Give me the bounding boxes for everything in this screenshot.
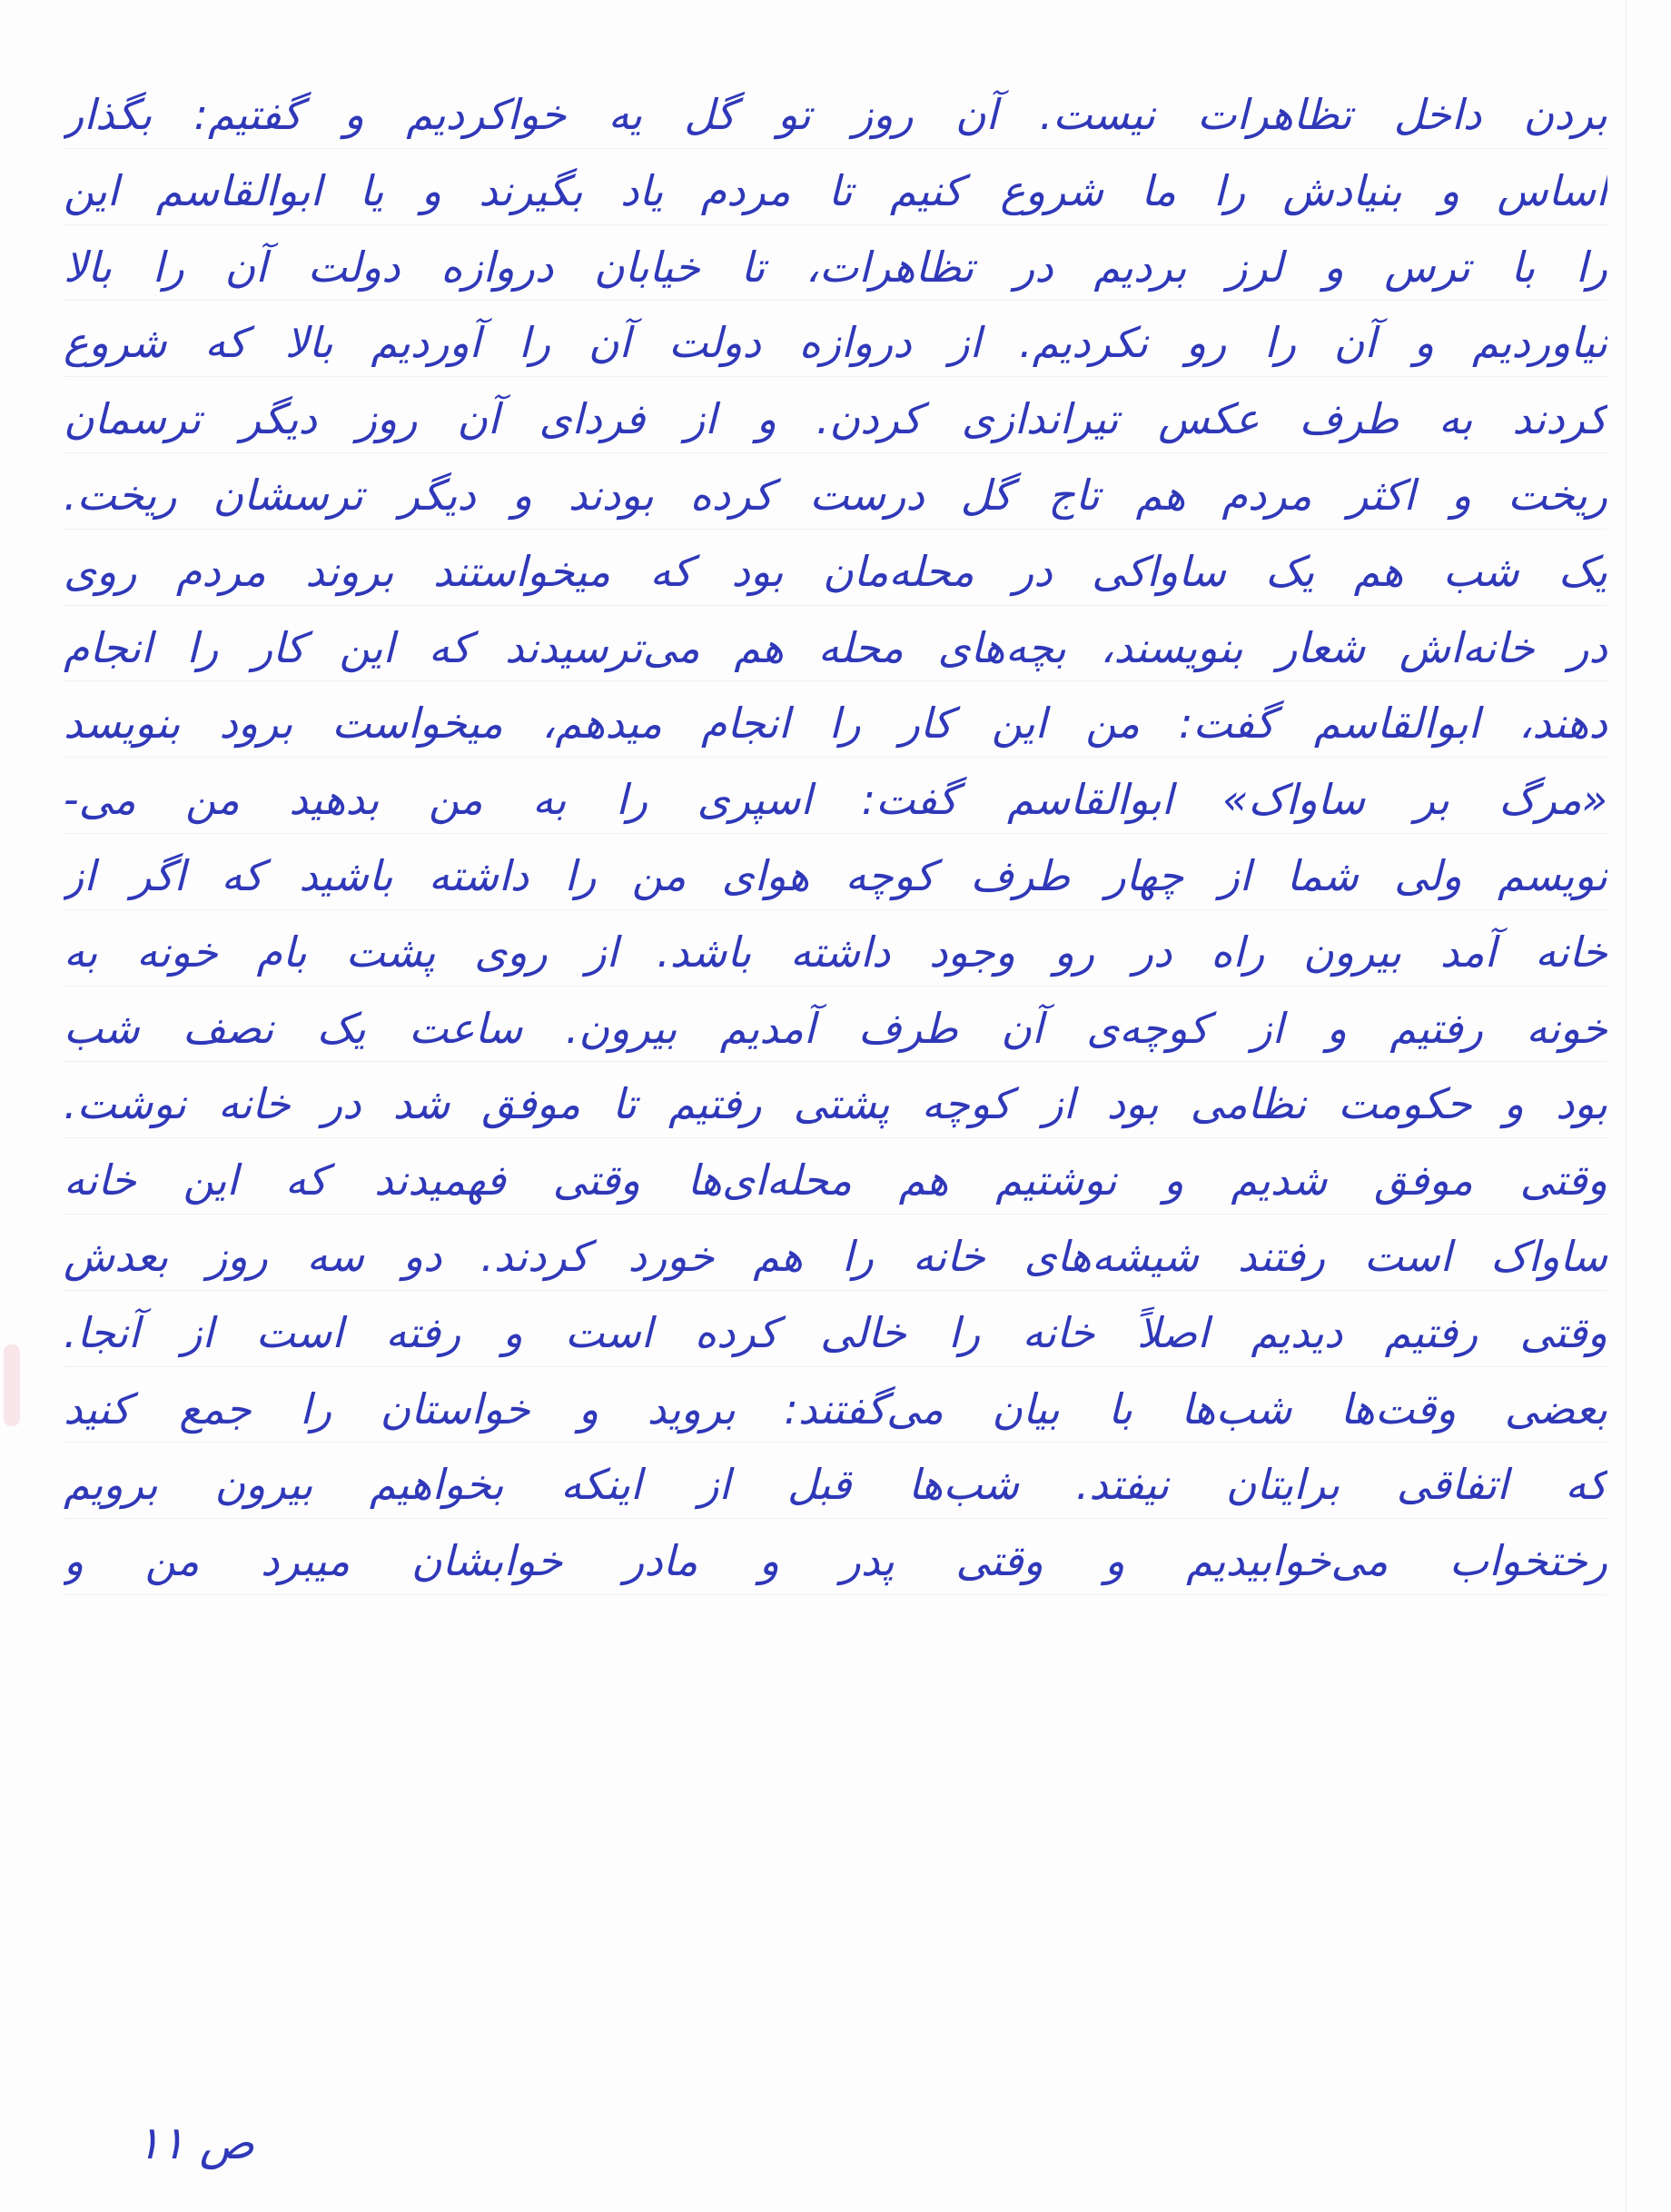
text-line: ساواک است رفتند شیشه‌های خانه را هم خورد کردند. دو سه روز بعدش [64,1231,1607,1281]
margin-line [1626,0,1627,2212]
text-line: اساس و بنیادش را ما شروع کنیم تا مردم یاد بگیرند و یا ابوالقاسم این [64,165,1607,215]
text-line: وقتی رفتیم دیدیم اصلاً خانه را خالی کرده است و رفته است از آنجا. [64,1307,1607,1357]
text-line: نیاوردیم و آن را رو نکردیم. از دروازه دولت آن را آوردیم بالا که شروع [64,318,1607,368]
ink-smudge [4,1344,20,1426]
text-line: را با ترس و لرز بردیم در تظاهرات، تا خیابان دروازه دولت آن را بالا [64,242,1607,292]
page-number: ص ۱۱ [136,2117,255,2169]
text-line: کردند به طرف عکس تیراندازی کردن. و از فردای آن روز دیگر ترسمان [64,394,1607,444]
text-line: بردن داخل تظاهرات نیست. آن روز تو گل یه خواکردیم و گفتیم: بگذار [64,90,1607,139]
text-line: وقتی موفق شدیم و نوشتیم هم محله‌ای‌ها وقتی فهمیدند که این خانه [64,1156,1607,1205]
handwritten-text-block [64,77,1607,1600]
text-line: خونه رفتیم و از کوچه‌ی آن طرف آمدیم بیرون. ساعت یک نصف شب [64,1003,1607,1053]
text-line: دهند، ابوالقاسم گفت: من این کار را انجام میدهم، میخواست برود بنویسد [64,699,1607,749]
text-line: «مرگ بر ساواک» ابوالقاسم گفت: اسپری را به من بدهید من می- [64,775,1607,825]
text-line: در خانه‌اش شعار بنویسند، بچه‌های محله هم می‌ترسیدند که این کار را انجام [64,622,1607,672]
text-line: رختخواب می‌خوابیدیم و وقتی پدر و مادر خوابشان میبرد من و [64,1536,1607,1586]
text-line: بود و حکومت نظامی بود از کوچه پشتی رفتیم تا موفق شد در خانه نوشت. [64,1079,1607,1129]
text-line: ریخت و اکثر مردم هم تاج گل درست کرده بودند و دیگر ترسشان ریخت. [64,470,1607,520]
text-line: یک شب هم یک ساواکی در محله‌مان بود که میخواستند بروند مردم روی [64,546,1607,596]
text-line: نویسم ولی شما از چهار طرف کوچه هوای من را داشته باشید که اگر از [64,850,1607,900]
text-line: که اتفاقی برایتان نیفتد. شب‌ها قبل از اینکه بخواهیم بیرون برویم [64,1460,1607,1510]
paper-speck [1617,11,1653,65]
text-line: بعضی وقت‌ها شب‌ها با بیان می‌گفتند: بروید و خواستان را جمع کنید [64,1384,1607,1433]
text-line: خانه آمد بیرون راه در رو وجود داشته باشد. از روی پشت بام خونه به [64,927,1607,977]
